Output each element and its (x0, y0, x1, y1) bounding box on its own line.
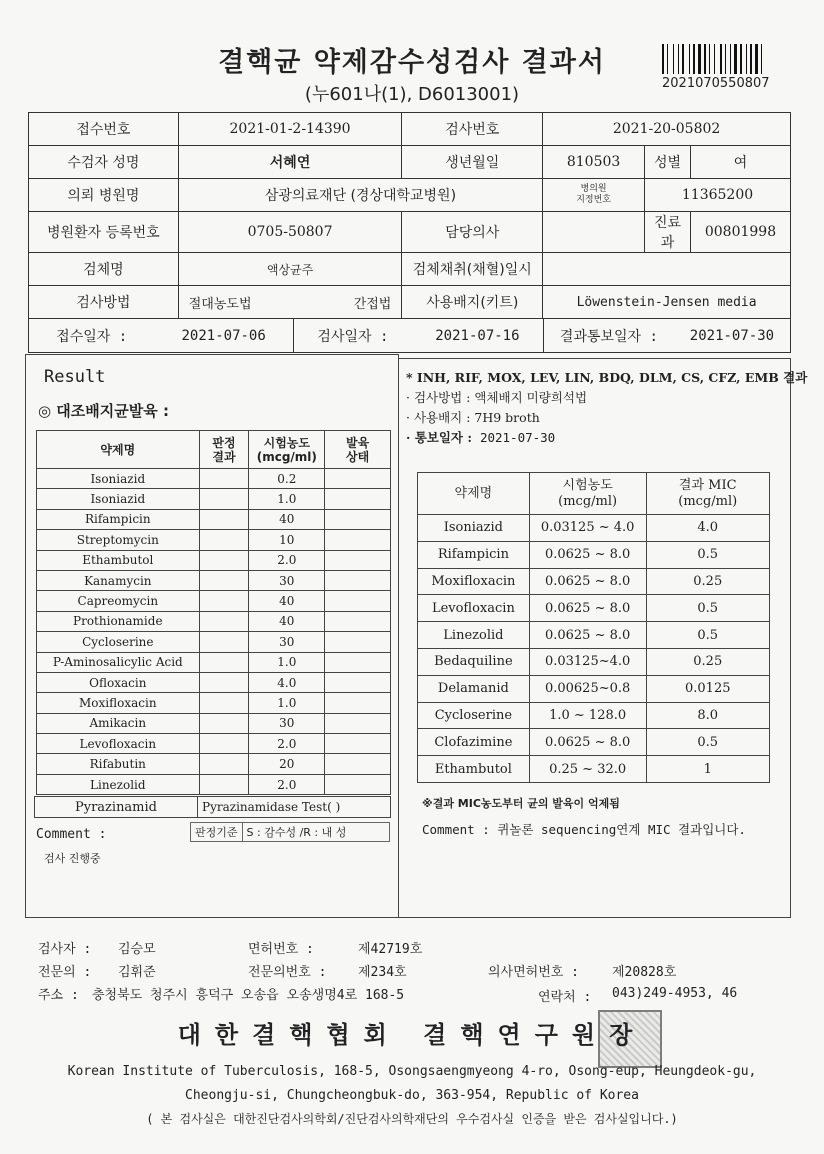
cell-range: 0.03125 ~ 4.0 (529, 515, 646, 542)
barcode-bar (707, 44, 708, 74)
cell-mic: 8.0 (646, 702, 770, 729)
cell-conc: 30 (249, 570, 325, 590)
table-row (418, 568, 770, 595)
cell-conc: 2.0 (249, 774, 325, 794)
pyrazinamid-label: Pyrazinamid (35, 797, 198, 817)
table-row (37, 469, 391, 489)
doctor-license-value: 제20828호 (612, 965, 677, 980)
specialist-label: 전문의 : (38, 965, 92, 980)
cell-growth (325, 734, 391, 754)
cell-range: 0.03125~4.0 (529, 648, 646, 675)
barcode-bar (727, 44, 729, 74)
patient-reg-label: 병원환자 등록번호 (29, 212, 179, 253)
test-date-value: 2021-07-16 (435, 327, 520, 344)
barcode-bar (678, 44, 679, 74)
barcode-bar (732, 44, 733, 74)
col-result: 판정 결과 (199, 431, 249, 469)
pyrazinamid-row (34, 796, 391, 818)
cell-growth (325, 530, 391, 550)
left-comment-text: 검사 진행중 (44, 852, 101, 865)
cell-drug: Linezolid (418, 622, 530, 649)
table-row (37, 591, 391, 611)
cell-drug: Isoniazid (37, 469, 200, 489)
received-date-value: 2021-07-06 (181, 327, 266, 344)
barcode-bar (685, 44, 688, 74)
cell-growth (325, 672, 391, 692)
cell-drug: Clofazimine (418, 729, 530, 756)
cell-conc: 2.0 (249, 734, 325, 754)
table-row (37, 611, 391, 631)
certification-line: ( 본 검사실은 대한진단검사의학회/진단검사의학재단의 우수검사실 인증을 받은 검사실입니다.) (146, 1112, 678, 1126)
cell-drug: Moxifloxacin (37, 693, 200, 713)
mic-table (417, 472, 770, 783)
mic-note: ※결과 MIC농도부터 균의 발육이 억제됨 (422, 797, 620, 810)
cell-drug: Streptomycin (37, 530, 200, 550)
cell-result (199, 672, 249, 692)
cell-drug: Ethambutol (37, 550, 200, 570)
document-title: 결핵균 약제감수성검사 결과서 (218, 47, 606, 78)
cell-drug: Rifampicin (37, 509, 200, 529)
barcode-bar (702, 44, 703, 74)
cell-conc: 1.0 (249, 693, 325, 713)
cell-drug: Rifabutin (37, 754, 200, 774)
cell-mic: 0.5 (646, 729, 770, 756)
test-date-label: 검사일자 : (317, 328, 389, 345)
barcode-bar (709, 44, 710, 74)
barcode-bar (753, 44, 754, 74)
test-no-value: 2021-20-05802 (543, 113, 791, 146)
cell-range: 0.0625 ~ 8.0 (529, 595, 646, 622)
barcode-bar (755, 44, 758, 74)
specimen-label: 검체명 (29, 253, 179, 286)
cell-conc: 40 (249, 611, 325, 631)
cell-drug: Prothionamide (37, 611, 200, 631)
barcode-bar (667, 44, 668, 74)
table-row (37, 774, 391, 794)
license-value: 제42719호 (358, 942, 423, 957)
report-date-label: 결과통보일자 : (559, 328, 658, 345)
hospital-value: 삼광의료재단 (경상대학교병원) (178, 179, 542, 212)
cell-mic: 1 (646, 756, 770, 783)
barcode-bar (738, 44, 739, 74)
cell-result (199, 652, 249, 672)
cell-conc: 20 (249, 754, 325, 774)
cell-mic: 0.5 (646, 595, 770, 622)
contact-value: 043)249-4953, 46 (612, 986, 738, 1001)
cell-growth (325, 550, 391, 570)
table-row (418, 729, 770, 756)
report-date-value: 2021-07-30 (689, 327, 775, 344)
barcode-bar (748, 44, 749, 74)
cell-mic: 4.0 (646, 515, 770, 542)
received-date-label: 접수일자 : (56, 328, 128, 345)
barcode-bar (746, 44, 747, 74)
result-title: Result (44, 367, 106, 387)
cell-drug: Rifampicin (418, 541, 530, 568)
table-row (37, 570, 391, 590)
cell-conc: 40 (249, 591, 325, 611)
doctor-label: 담당의사 (402, 212, 543, 253)
cell-range: 0.0625 ~ 8.0 (529, 568, 646, 595)
mic-info-list (406, 368, 807, 448)
col-drug: 약제명 (37, 431, 200, 469)
table-row (37, 509, 391, 529)
table-row (418, 756, 770, 783)
tester-name: 김승모 (118, 942, 156, 957)
table-row (37, 530, 391, 550)
table-row (418, 515, 770, 542)
cell-drug: Levofloxacin (37, 734, 200, 754)
cell-range: 0.0625 ~ 8.0 (529, 729, 646, 756)
english-address-line-1: Korean Institute of Tuberculosis, 168-5, Osongsaengmyeong 4-ro, Osong-eup, Heungdeok-gu, (67, 1064, 757, 1079)
cell-drug: Isoniazid (418, 515, 530, 542)
cell-drug: Ethambutol (418, 756, 530, 783)
collection-value (543, 253, 791, 286)
control-growth-title: ◎ 대조배지균발육 : (38, 402, 169, 420)
pyrazinamidase-test: Pyrazinamidase Test( ) (202, 800, 341, 814)
patient-info-table (28, 112, 791, 353)
barcode-bar (759, 44, 760, 74)
barcode-bar (704, 44, 706, 74)
medium-label: 사용배지(키트) (402, 286, 543, 319)
cell-range: 0.25 ~ 32.0 (529, 756, 646, 783)
address-label: 주소 : (38, 988, 79, 1003)
cell-growth (325, 570, 391, 590)
barcode-bar (763, 44, 765, 74)
reception-no-value: 2021-01-2-14390 (178, 113, 402, 146)
method-value-2: 간접법 (353, 296, 392, 312)
cell-range: 0.0625 ~ 8.0 (529, 541, 646, 568)
cell-conc: 1.0 (249, 652, 325, 672)
barcode-bar (669, 44, 672, 74)
barcode-bar (750, 44, 752, 74)
barcode-bar (662, 44, 664, 74)
barcode-bar (673, 44, 674, 74)
table-row (37, 632, 391, 652)
cell-result (199, 632, 249, 652)
cell-range: 1.0 ~ 128.0 (529, 702, 646, 729)
cell-result (199, 611, 249, 631)
table-row (37, 734, 391, 754)
organization-name: 대한결핵협회 결핵연구원장 (177, 1020, 647, 1049)
barcode-bar (711, 44, 713, 74)
collection-label: 검체채취(채혈)일시 (402, 253, 543, 286)
department-value: 00801998 (690, 212, 790, 253)
hospital-code-label: 병의원 지정번호 (543, 179, 645, 212)
name-label: 수검자 성명 (29, 146, 179, 179)
barcode-bar (725, 44, 726, 74)
cell-growth (325, 754, 391, 774)
barcode-bar (720, 44, 722, 74)
barcode-bar (680, 44, 681, 74)
mic-medium-line: · 사용배지 : 7H9 broth (406, 410, 540, 425)
table-row (418, 648, 770, 675)
cell-mic: 0.25 (646, 568, 770, 595)
english-address-line-2: Cheongju-si, Chungcheongbuk-do, 363-954, Republic of Korea (185, 1088, 639, 1103)
table-row (418, 702, 770, 729)
cell-growth (325, 632, 391, 652)
cell-result (199, 774, 249, 794)
birth-label: 생년월일 (402, 146, 543, 179)
cell-result (199, 509, 249, 529)
cell-drug: Levofloxacin (418, 595, 530, 622)
cell-drug: Cycloserine (418, 702, 530, 729)
barcode-number: 2021070550807 (662, 76, 770, 91)
name-value: 서혜연 (178, 146, 402, 179)
cell-conc: 10 (249, 530, 325, 550)
cell-growth (325, 693, 391, 713)
specialist-no-value: 제234호 (358, 965, 407, 980)
cell-result (199, 570, 249, 590)
cell-drug: Capreomycin (37, 591, 200, 611)
test-no-label: 검사번호 (402, 113, 543, 146)
barcode-bar (734, 44, 737, 74)
mic-report-label: · 통보일자 : (406, 430, 472, 445)
barcode-bar (698, 44, 701, 74)
barcode-bar (714, 44, 715, 74)
birth-value: 810503 (543, 146, 645, 179)
patient-reg-value: 0705-50807 (178, 212, 402, 253)
cell-conc: 4.0 (249, 672, 325, 692)
mic-col-drug: 약제명 (418, 473, 530, 515)
address-value: 충청북도 청주시 흥덕구 오송읍 오송생명4로 168-5 (92, 988, 405, 1003)
cell-result (199, 489, 249, 509)
cell-mic: 0.5 (646, 541, 770, 568)
mic-col-result: 결과 MIC (mcg/ml) (646, 473, 770, 515)
medium-value: Löwenstein-Jensen media (543, 286, 791, 319)
cell-conc: 1.0 (249, 489, 325, 509)
cell-mic: 0.0125 (646, 675, 770, 702)
table-row (37, 489, 391, 509)
document-code: (누601나(1), D6013001) (304, 84, 520, 105)
reception-no-label: 접수번호 (29, 113, 179, 146)
cell-growth (325, 774, 391, 794)
cell-result (199, 469, 249, 489)
cell-growth (325, 509, 391, 529)
cell-conc: 30 (249, 632, 325, 652)
cell-growth (325, 652, 391, 672)
cell-result (199, 713, 249, 733)
cell-result (199, 550, 249, 570)
table-row (418, 622, 770, 649)
specialist-no-label: 전문의번호 : (248, 965, 327, 980)
mic-drugs-line: * INH, RIF, MOX, LEV, LIN, BDQ, DLM, CS, CFZ, EMB 결과 (406, 370, 808, 385)
barcode-bar (761, 44, 762, 74)
col-growth: 발육 상태 (325, 431, 391, 469)
cell-result (199, 693, 249, 713)
method-label: 검사방법 (29, 286, 179, 319)
mic-comment: Comment : 퀴놀론 sequencing연계 MIC 결과입니다. (422, 822, 746, 837)
sex-label: 성별 (645, 146, 691, 179)
cell-drug: P-Aminosalicylic Acid (37, 652, 200, 672)
mic-col-range: 시험농도 (mcg/ml) (529, 473, 646, 515)
doctor-license-label: 의사면허번호 : (488, 965, 580, 980)
table-row (37, 550, 391, 570)
cell-result (199, 734, 249, 754)
table-row (418, 541, 770, 568)
doctor-value (543, 212, 645, 253)
left-comment-label: Comment : (36, 827, 107, 842)
license-label: 면허번호 : (248, 942, 314, 957)
barcode-bar (691, 44, 692, 74)
cell-drug: Ofloxacin (37, 672, 200, 692)
barcode-bar (716, 44, 719, 74)
cell-drug: Bedaquiline (418, 648, 530, 675)
criteria-value: S : 감수성 /R : 내 성 (246, 826, 347, 839)
table-row (37, 754, 391, 774)
col-conc: 시험농도 (mcg/ml) (249, 431, 325, 469)
tester-label: 검사자 : (38, 942, 92, 957)
cell-mic: 0.25 (646, 648, 770, 675)
cell-growth (325, 469, 391, 489)
table-row (37, 672, 391, 692)
cell-conc: 2.0 (249, 550, 325, 570)
contact-label: 연락처 : (538, 990, 592, 1005)
cell-drug: Cycloserine (37, 632, 200, 652)
barcode-bar (740, 44, 742, 74)
barcode-bar (693, 44, 695, 74)
sex-value: 여 (690, 146, 790, 179)
cell-growth (325, 591, 391, 611)
dates-row (29, 319, 791, 353)
cell-mic: 0.5 (646, 622, 770, 649)
cell-drug: Delamanid (418, 675, 530, 702)
barcode-bar (665, 44, 666, 74)
cell-growth (325, 713, 391, 733)
cell-conc: 40 (249, 509, 325, 529)
table-row (37, 693, 391, 713)
barcode-bar (696, 44, 697, 74)
cell-result (199, 754, 249, 774)
cell-range: 0.0625 ~ 8.0 (529, 622, 646, 649)
cell-drug: Isoniazid (37, 489, 200, 509)
table-row (37, 713, 391, 733)
mic-method-line: · 검사방법 : 액체배지 미량희석법 (406, 390, 588, 405)
criteria-box (190, 822, 390, 842)
cell-range: 0.00625~0.8 (529, 675, 646, 702)
barcode-bar (730, 44, 731, 74)
cell-drug: Moxifloxacin (418, 568, 530, 595)
department-label: 진료과 (645, 212, 691, 253)
hospital-code-value: 11365200 (645, 179, 791, 212)
barcode-bar (689, 44, 690, 74)
mic-report-date: 2021-07-30 (479, 430, 556, 445)
cell-conc: 30 (249, 713, 325, 733)
table-row (37, 652, 391, 672)
specimen-value: 액상균주 (178, 253, 402, 286)
cell-drug: Linezolid (37, 774, 200, 794)
barcode-bar (743, 44, 745, 74)
criteria-label: 판정기준 (191, 823, 243, 841)
method-value (178, 286, 402, 319)
table-row (418, 595, 770, 622)
cell-drug: Kanamycin (37, 570, 200, 590)
barcode-graphic (662, 44, 778, 74)
barcode-bar (675, 44, 677, 74)
cell-drug: Amikacin (37, 713, 200, 733)
barcode-bar (723, 44, 724, 74)
hospital-label: 의뢰 병원명 (29, 179, 179, 212)
cell-result (199, 591, 249, 611)
specialist-name: 김휘준 (118, 965, 156, 980)
cell-growth (325, 489, 391, 509)
cell-conc: 0.2 (249, 469, 325, 489)
cell-growth (325, 611, 391, 631)
absolute-conc-table (36, 430, 391, 795)
table-row (418, 675, 770, 702)
cell-result (199, 530, 249, 550)
method-value-1: 절대농도법 (188, 296, 252, 312)
barcode-bar (682, 44, 684, 74)
